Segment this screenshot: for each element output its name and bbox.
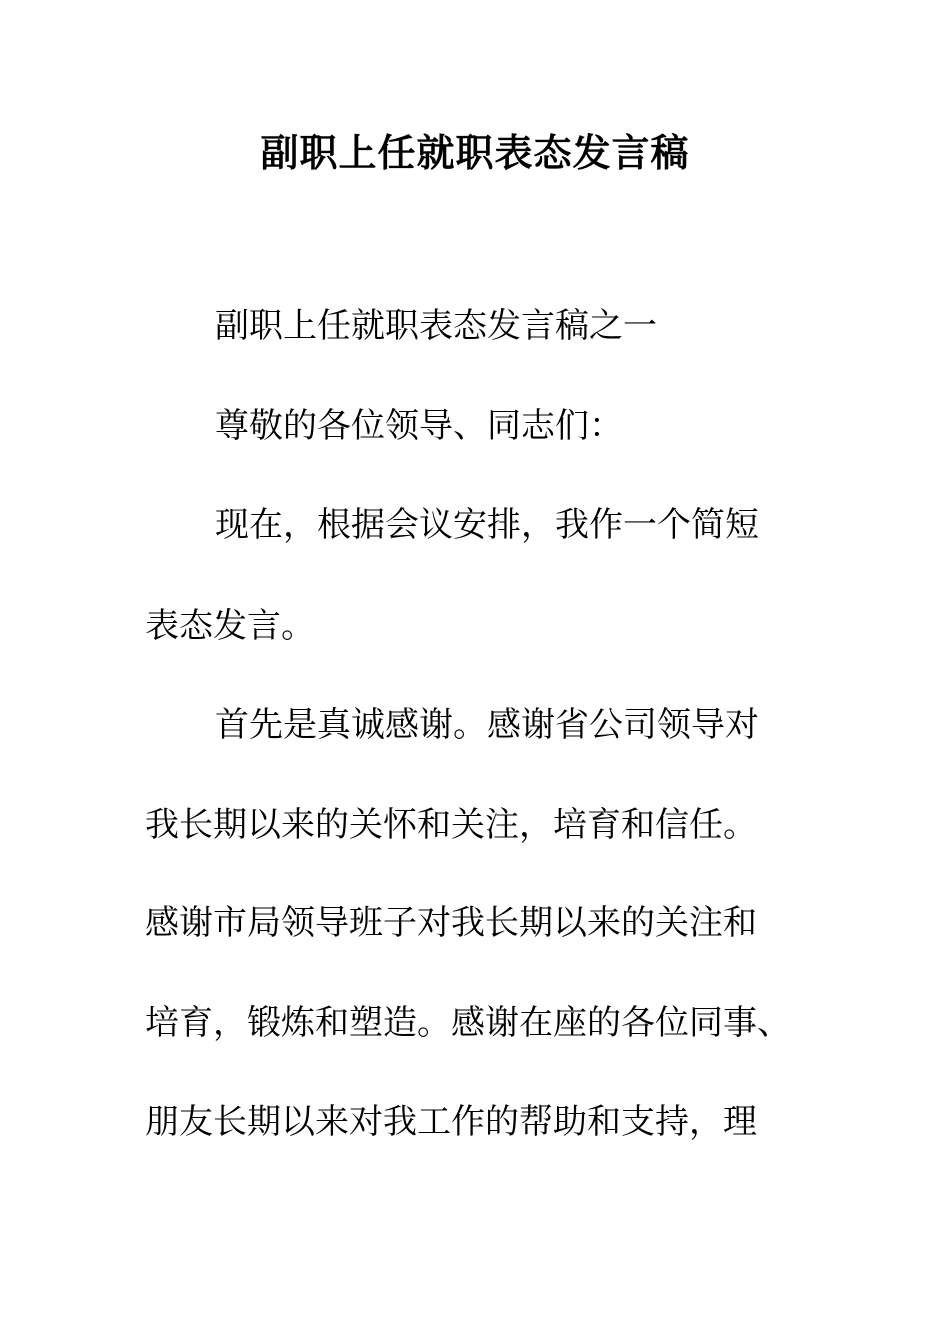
document-title: 副职上任就职表态发言稿	[260, 130, 690, 175]
paragraph-line: 首先是真诚感谢。感谢省公司领导对	[215, 705, 759, 745]
paragraph-line: 朋友长期以来对我工作的帮助和支持，理	[145, 1102, 757, 1142]
paragraph-line: 表态发言。	[145, 606, 315, 646]
paragraph-line: 我长期以来的关怀和关注，培育和信任。	[145, 805, 757, 845]
paragraph-line: 感谢市局领导班子对我长期以来的关注和	[145, 903, 757, 943]
subtitle-line: 副职上任就职表态发言稿之一	[215, 306, 657, 346]
paragraph-line: 培育，锻炼和塑造。感谢在座的各位同事、	[145, 1003, 791, 1043]
salutation-line: 尊敬的各位领导、同志们：	[215, 406, 623, 446]
paragraph-line: 现在，根据会议安排，我作一个简短	[215, 505, 759, 545]
